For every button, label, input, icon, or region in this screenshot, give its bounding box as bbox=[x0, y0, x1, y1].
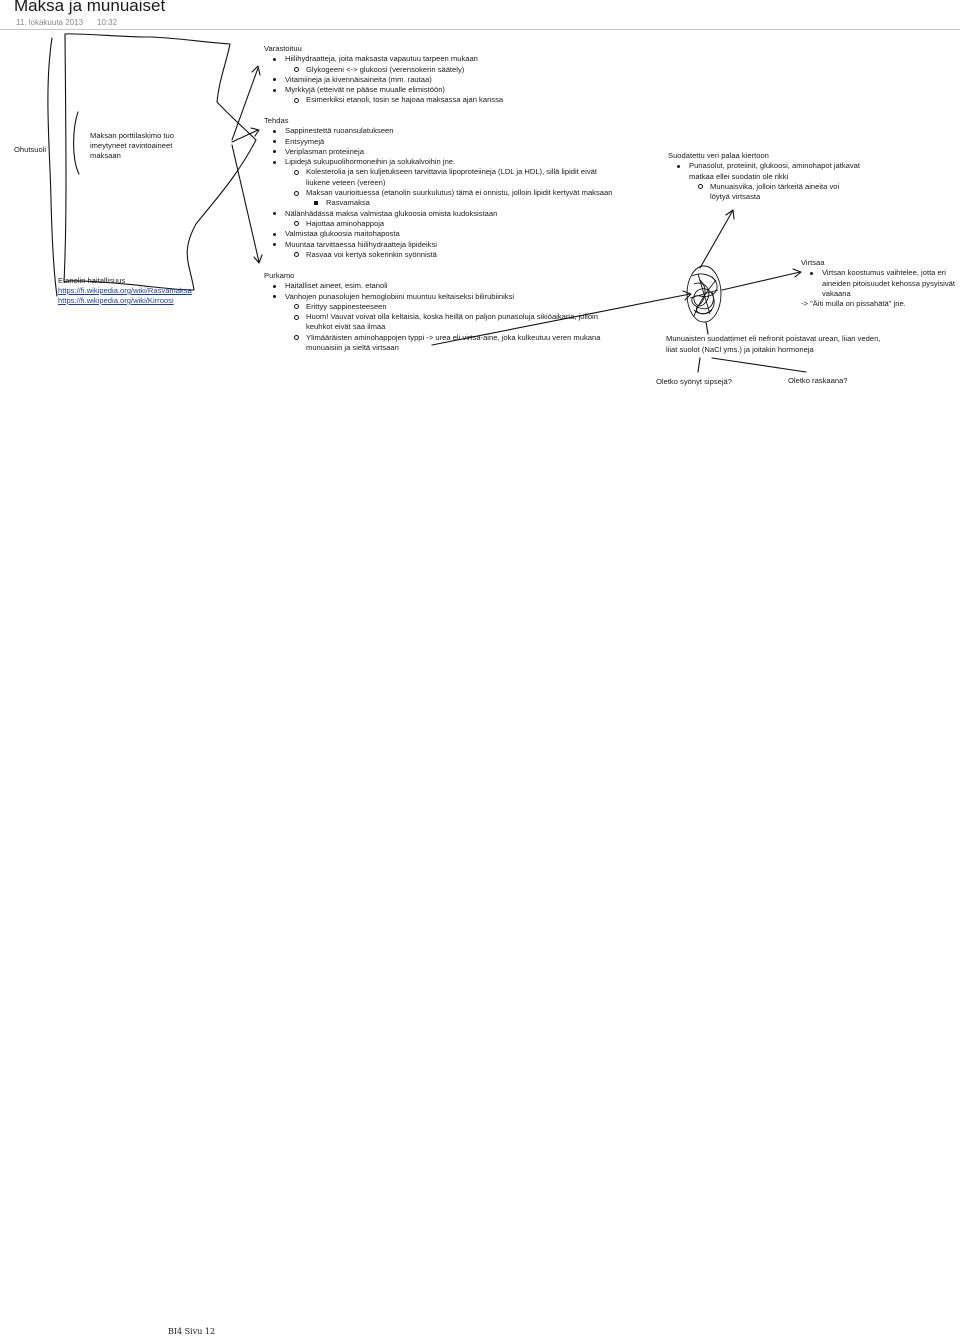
list-item: Erittyy sappinesteeseen bbox=[264, 302, 600, 312]
portti-line-3: maksaan bbox=[90, 151, 121, 160]
list-item: Haitalliset aineet, esim. etanoli bbox=[264, 281, 600, 291]
varastoituu-section bbox=[264, 44, 503, 106]
line-to-question-2 bbox=[712, 358, 806, 372]
etanoli-title: Etanolin haitallisuus bbox=[58, 276, 126, 285]
page-title: Maksa ja munuaiset bbox=[14, 0, 166, 15]
list-item-continuation: löytyä virtsasta bbox=[710, 192, 761, 202]
list-item bbox=[801, 268, 955, 299]
rasvamaksa-link[interactable]: https://fi.wikipedia.org/wiki/Rasvamaksa bbox=[58, 286, 192, 295]
page-time: 10:32 bbox=[97, 18, 118, 27]
list-item-continuation-2: vakaana bbox=[822, 288, 851, 298]
list-item-text: Punasolut, proteiinit, glukoosi, aminohapot jatkavat bbox=[689, 161, 860, 171]
line-to-question-1 bbox=[698, 358, 700, 372]
suodatettu-list bbox=[668, 161, 860, 202]
virtsaa-note: -> "Äiti mulla on pissahätä" jne. bbox=[801, 299, 906, 309]
list-item: Vanhojen punasolujen hemoglobiini muuntuu keltaiseksi bilirubiiniksi bbox=[264, 292, 600, 302]
list-item: Glykogeeni <-> glukoosi (verensokerin säätely) bbox=[264, 65, 503, 75]
list-item bbox=[264, 333, 600, 354]
line-kidney-to-filter-text bbox=[706, 322, 708, 334]
arrow-to-purkamo bbox=[232, 145, 259, 262]
list-item-text: Munuaisvika, jolloin tärkeitä aineita voi bbox=[710, 181, 840, 191]
arrow-to-tehdas-head bbox=[251, 128, 259, 136]
portti-line-1: Maksan porttilaskimo tuo bbox=[90, 131, 174, 140]
list-item: Esimerkiksi etanoli, tosin se hajoaa maksassa ajan kanssa bbox=[264, 95, 503, 105]
list-item: Rasvaa voi kertyä sokerinkin syönnistä bbox=[264, 250, 612, 260]
suodatettu-title: Suodatettu veri palaa kiertoon bbox=[668, 151, 769, 160]
munuaisten-line-2: liiat suolot (NaCl yms.) ja joitakin hormoneja bbox=[666, 345, 814, 354]
list-item-text: Ylimääräisten aminohappojen typpi -> urea eli virtsa-aine, joka kulkeutuu veren mukana bbox=[306, 332, 601, 342]
varastoituu-title: Varastoituu bbox=[264, 44, 302, 53]
purkamo-list bbox=[264, 281, 600, 353]
big-arrow-drawing bbox=[64, 34, 256, 290]
munuaisten-line-1: Munuaisten suodattimet eli nefronit poistavat urean, liian veden, bbox=[666, 334, 881, 343]
inner-bracket-drawing bbox=[74, 112, 79, 174]
suodatettu-section bbox=[668, 151, 860, 202]
portti-line-2: imeytyneet ravintoaineet bbox=[90, 141, 173, 150]
virtsaa-list bbox=[801, 268, 955, 299]
arrow-to-tehdas bbox=[232, 130, 258, 142]
list-item-continuation: liukene veteen (vereen) bbox=[306, 177, 386, 187]
list-item bbox=[264, 167, 612, 188]
tehdas-title: Tehdas bbox=[264, 116, 289, 125]
list-item: Maksan vaurioituessa (etanolin suurkulutus) tämä ei onnistu, jolloin lipidit kertyvät maksaan bbox=[264, 188, 612, 198]
long-bracket-drawing bbox=[48, 38, 57, 296]
virtsaa-section bbox=[801, 258, 955, 309]
question-raskaana: Oletko raskaana? bbox=[788, 376, 848, 385]
purkamo-section bbox=[264, 271, 600, 353]
list-item bbox=[264, 312, 600, 333]
list-item-continuation: aineiden pitoisuudet kehossa pysyisivät bbox=[822, 278, 955, 288]
ohutsuoli-label: Ohutsuoli bbox=[14, 145, 47, 154]
page-footer: BI4 Sivu 12 bbox=[168, 1327, 216, 1336]
list-item: Veriplasman proteiineja bbox=[264, 147, 612, 157]
list-item: Valmistaa glukoosia maitohaposta bbox=[264, 229, 612, 239]
list-item: Rasvamaksa bbox=[264, 198, 612, 208]
tehdas-section bbox=[264, 116, 612, 260]
kidney-drawing bbox=[687, 266, 721, 322]
list-item bbox=[668, 161, 860, 182]
list-item: Myrkkyjä (etteivät ne pääse muualle elimistöön) bbox=[264, 85, 503, 95]
list-item: Vitamiineja ja kivennäisaineita (mm. rautaa) bbox=[264, 75, 503, 85]
virtsaa-title: Virtsaa bbox=[801, 258, 825, 267]
kirroosi-link[interactable]: https://fi.wikipedia.org/wiki/Kirroosi bbox=[58, 296, 174, 305]
list-item-continuation: matkaa ellei suodatin ole rikki bbox=[689, 171, 789, 181]
list-item: Hajottaa aminohappoja bbox=[264, 219, 612, 229]
arrow-kidney-to-urine bbox=[722, 272, 800, 290]
page-date: 11. lokakuuta 2013 bbox=[16, 18, 84, 27]
list-item: Nälänhädässä maksa valmistaa glukoosia omista kudoksistaan bbox=[264, 209, 612, 219]
list-item-text: Virtsan koostumus vaihtelee, jotta eri bbox=[822, 268, 946, 278]
list-item: Hiilihydraatteja, joita maksasta vapautuu tarpeen mukaan bbox=[264, 54, 503, 64]
varastoituu-list bbox=[264, 54, 503, 105]
list-item: Muuntaa tarvittaessa hiilihydraatteja lipideiksi bbox=[264, 240, 612, 250]
purkamo-title: Purkamo bbox=[264, 271, 295, 280]
list-item: Sappinestettä ruoansulatukseen bbox=[264, 126, 612, 136]
list-item-text: Huom! Vauvat voivat olla keltaisia, koska heillä on paljon punasoluja sikiöaikana, jolloin bbox=[306, 312, 598, 322]
tehdas-list bbox=[264, 126, 612, 260]
list-item: Lipidejä sukupuolihormoneihin ja solukalvoihin jne. bbox=[264, 157, 612, 167]
question-sipsit: Oletko syönyt sipsejä? bbox=[656, 377, 732, 386]
list-item: Entsyymejä bbox=[264, 137, 612, 147]
list-item-text: Kolesterolia ja sen kuljetukseen tarvittavia lipoproteiineja (LDL ja HDL), sillä lipidit eivät bbox=[306, 167, 597, 177]
list-item-continuation: keuhkot eivät saa ilmaa bbox=[306, 322, 386, 332]
list-item bbox=[668, 182, 860, 203]
arrow-kidney-to-blood bbox=[700, 212, 732, 268]
list-item-continuation: munuaisiin ja sieltä virtsaan bbox=[306, 343, 399, 353]
